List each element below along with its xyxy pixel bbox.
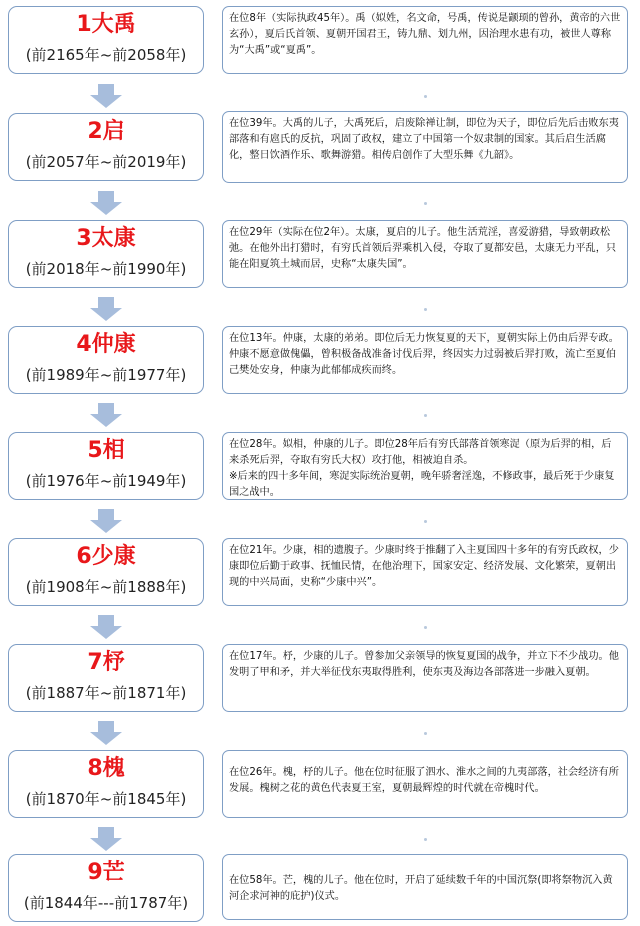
ruler-name-box <box>8 644 204 712</box>
ruler-reign-years: (前1870年~前1845年) <box>25 790 187 808</box>
ruler-description-box <box>222 750 628 818</box>
ruler-description: 在位8年（实际执政45年）。禹（姒姓，名文命，号禹，传说是颛顼的曾孙，黄帝的六世玄孙），夏后氏首领、夏朝开国君王，铸九鼎、划九州，因治理水患有功，被世人尊称为“大禹”或“夏禹”。 <box>229 13 621 56</box>
ruler-description-box <box>222 644 628 712</box>
ruler-reign-years: (前1989年~前1977年) <box>25 366 187 384</box>
divider-dot <box>424 308 427 311</box>
down-arrow-icon <box>89 509 123 533</box>
ruler-name: 4仲康 <box>76 332 136 357</box>
ruler-name-box <box>8 326 204 394</box>
ruler-description-box <box>222 111 628 183</box>
ruler-name: 2启 <box>87 119 125 144</box>
divider-dot <box>424 95 427 98</box>
ruler-name: 6少康 <box>76 544 136 569</box>
ruler-name-box <box>8 854 204 922</box>
divider-dot <box>424 732 427 735</box>
ruler-reign-years: (前2018年~前1990年) <box>25 260 187 278</box>
ruler-reign-years: (前1976年~前1949年) <box>25 472 187 490</box>
ruler-description: 在位17年。杼，少康的儿子。曾参加父亲领导的恢复夏国的战争，并立下不少战功。他发明了甲和矛，并大举征伐东夷取得胜利，使东夷及海边各部落进一步融入夏朝。 <box>229 651 619 678</box>
down-arrow-icon <box>89 615 123 639</box>
ruler-name: 3太康 <box>76 226 136 251</box>
ruler-description-box <box>222 432 628 500</box>
ruler-description-box <box>222 538 628 606</box>
ruler-name-box <box>8 538 204 606</box>
down-arrow-icon <box>89 403 123 427</box>
divider-dot <box>424 838 427 841</box>
down-arrow-icon <box>89 297 123 321</box>
down-arrow-icon <box>89 191 123 215</box>
ruler-description: 在位39年。大禹的儿子，大禹死后，启废除禅让制，即位为天子，即位后先后击败东夷部落和有扈氏的反抗，巩固了政权，建立了中国第一个奴隶制的国家。其后启生活腐化，整日饮酒作乐、歌舞游猎。相传启创作了大型乐舞《九韶》。 <box>229 118 619 161</box>
ruler-description-box <box>222 326 628 394</box>
ruler-name-box <box>8 6 204 74</box>
ruler-reign-years: (前1887年~前1871年) <box>25 684 187 702</box>
ruler-description: 在位13年。仲康，太康的弟弟。即位后无力恢复夏的天下，夏朝实际上仍由后羿专政。仲康不愿意做傀儡，曾积极备战准备讨伐后羿，终因实力过弱被后羿打败，流亡至夏伯己樊处安身，仲康为此郁郁成疾而终。 <box>229 333 619 376</box>
ruler-name-box <box>8 220 204 288</box>
ruler-name: 1大禹 <box>76 12 136 37</box>
ruler-description: 在位21年。少康，相的遗腹子。少康时终于推翻了入主夏国四十多年的有穷氏政权，少康即位后勤于政事、抚恤民情，在他治理下，国家安定、经济发展、文化繁荣，夏朝出现的中兴局面，史称“少康中兴”。 <box>229 545 619 588</box>
down-arrow-icon <box>89 827 123 851</box>
ruler-name: 9芒 <box>87 860 125 885</box>
ruler-reign-years: (前2057年~前2019年) <box>25 153 187 171</box>
down-arrow-icon <box>89 84 123 108</box>
ruler-name: 8槐 <box>87 756 125 781</box>
divider-dot <box>424 520 427 523</box>
divider-dot <box>424 414 427 417</box>
ruler-description: 在位58年。芒，槐的儿子。他在位时，开启了延续数千年的中国沉祭(即将祭物沉入黄河企求河神的庇护)仪式。 <box>229 875 613 902</box>
divider-dot <box>424 202 427 205</box>
ruler-note: ※后来的四十多年间，寒浞实际统治夏朝，晚年骄奢淫逸，不修政事，最后死于少康复国之战中。 <box>229 471 615 498</box>
ruler-name-box <box>8 432 204 500</box>
ruler-description: 在位28年。姒相，仲康的儿子。即位28年后有穷氏部落首领寒浞（原为后羿的相，后来杀死后羿，夺取有穷氏大权）攻打他，相被迫自杀。 <box>229 439 612 466</box>
ruler-description-box <box>222 6 628 74</box>
ruler-reign-years: (前1844年---前1787年) <box>23 894 189 912</box>
ruler-description: 在位29年（实际在位2年）。太康，夏启的儿子。他生活荒淫，喜爱游猎，导致朝政松弛。在他外出打猎时，有穷氏首领后羿乘机入侵，夺取了夏都安邑，太康无力平乱，只能在阳夏筑土城而居，史称“太康失国”。 <box>229 227 617 270</box>
ruler-name-box <box>8 113 204 181</box>
ruler-reign-years: (前1908年~前1888年) <box>25 578 187 596</box>
divider-dot <box>424 626 427 629</box>
ruler-name: 7杼 <box>87 650 125 675</box>
down-arrow-icon <box>89 721 123 745</box>
ruler-name-box <box>8 750 204 818</box>
ruler-reign-years: (前2165年~前2058年) <box>25 46 187 64</box>
ruler-description-box <box>222 220 628 288</box>
ruler-name: 5相 <box>87 438 125 463</box>
ruler-description: 在位26年。槐，杼的儿子。他在位时征服了泗水、淮水之间的九夷部落，社会经济有所发展。槐树之花的黄色代表夏王室，夏朝最辉煌的时代就在帝槐时代。 <box>229 767 619 794</box>
ruler-description-box <box>222 854 628 920</box>
